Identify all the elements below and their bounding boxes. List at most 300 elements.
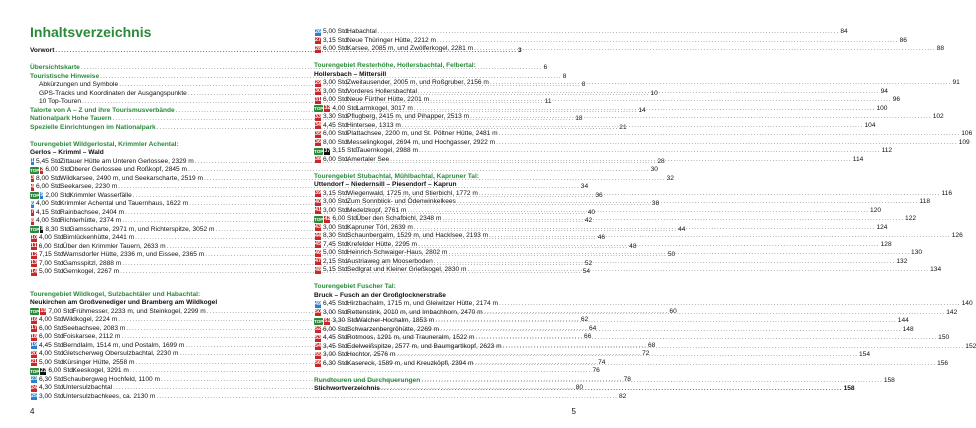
tour-number: 6 [31, 200, 34, 207]
tour-title: Birnlückenhütte, 2441 m [63, 234, 135, 241]
top-badge: TOP [30, 368, 40, 374]
tour-duration: 6,00 Std. [39, 324, 66, 332]
spacer [30, 56, 276, 65]
tour-title: Kasereck, 1589 m, und Kreuzköpfl, 2394 m [347, 359, 474, 367]
tour-number: 35 [315, 130, 321, 137]
leader-dots [484, 309, 946, 318]
spacer [30, 132, 276, 141]
tour-title: Über den Schafbichl, 2348 m [356, 215, 442, 222]
tour-number: 16 [31, 316, 37, 323]
tour-title: Amertaler See [347, 155, 390, 163]
tour-number: 30 [315, 88, 321, 95]
section-title: Tourengebiet Stubachtal, Mühlbachtal, Kapruner Tal: [314, 172, 479, 180]
tour-number: 43 [315, 224, 321, 231]
tour-number: 17 [31, 325, 37, 332]
tour-duration: 6,00 Std. [332, 215, 359, 222]
tour-number: 28 [315, 45, 321, 52]
section-subtitle: Hollersbach – Mittersill [314, 70, 387, 78]
tour-duration: 4,00 Std. [36, 200, 63, 207]
tour-number: 38 [315, 156, 321, 163]
tour-duration: 7,15 Std. [39, 251, 66, 258]
entry-page: 10 [650, 89, 658, 97]
tour-duration: 3,15 Std. [323, 189, 350, 197]
section-title: Tourengebiet Resterhöhe, Hollersbachtal, Felbertal: [314, 62, 476, 69]
leader-dots [418, 88, 880, 97]
tour-number: 29 [315, 79, 321, 86]
tour-title: Krefelder Hütte, 2295 m [347, 240, 418, 248]
top-badge: TOP [314, 318, 324, 324]
tour-entry[interactable] [314, 96, 901, 105]
tour-page: 96 [892, 96, 901, 103]
leader-dots [418, 241, 880, 250]
entry-title: Stichwortverzeichnis [314, 385, 380, 392]
tour-page: 68 [647, 341, 656, 349]
tour-title: Schaunbergalm, 1529 m, und Hacklsee, 2193 m [347, 232, 489, 239]
leader-dots [499, 300, 961, 309]
tour-entry[interactable] [314, 28, 848, 37]
tour-duration: 7,00 Std. [39, 259, 66, 267]
spacer [314, 368, 576, 377]
top-badge: TOP [30, 227, 40, 233]
tour-duration: 3,00 Std. [323, 351, 350, 358]
tour-page: 130 [911, 249, 923, 256]
tour-page: 94 [880, 87, 888, 95]
tour-title: Richterhütte, 2374 m [60, 217, 122, 224]
section-subtitle: Bruck – Fusch an der Großglocknerstraße [314, 291, 446, 299]
tour-title: Vorderes Hollersbachtal [347, 87, 418, 95]
leader-dots [434, 258, 896, 267]
leader-dots [499, 130, 961, 139]
entry-page: 6 [543, 64, 548, 71]
leader-dots [437, 37, 899, 46]
tour-page: 114 [852, 155, 864, 163]
tour-duration: 4,00 Std. [36, 217, 63, 224]
section-title: Tourengebiet Wildkogel, Sulzbachtäler und Habachtal: [30, 290, 201, 298]
tour-title: Kapruner Törl, 2639 m [347, 223, 413, 231]
leader-dots [489, 232, 951, 241]
page-title: Inhaltsverzeichnis [30, 24, 152, 40]
entry-title: Spezielle Einrichtungen im Nationalpark [30, 123, 156, 131]
tour-number: 51 [324, 317, 331, 324]
tour-duration: 4,00 Std. [39, 234, 66, 241]
tour-page: 38 [651, 200, 660, 207]
leader-dots [407, 207, 869, 216]
tour-number: 31 [315, 96, 321, 103]
top-badge: TOP [30, 167, 40, 173]
tour-number: 26 [315, 28, 321, 35]
tour-page: 44 [678, 225, 686, 233]
tour-entry[interactable] [314, 249, 923, 258]
tour-page: 62 [580, 316, 589, 323]
tour-page: 72 [642, 350, 650, 357]
entry-page: 21 [619, 123, 627, 131]
tour-duration: 3,00 Std. [323, 79, 350, 86]
tour-number: 19 [31, 342, 37, 349]
tour-title: Medelzkopf, 2761 m [347, 206, 407, 214]
tour-page: 66 [584, 333, 592, 340]
entry-title: Talorte von A – Z und ihre Tourismusverbände [30, 106, 175, 114]
leader-dots [430, 96, 892, 105]
tour-entry[interactable] [314, 147, 893, 156]
leader-dots [468, 266, 930, 275]
tour-page: 142 [946, 308, 958, 316]
tour-duration: 8,00 Std. [323, 138, 350, 146]
tour-entry[interactable] [314, 130, 973, 139]
leader-dots [474, 45, 936, 54]
tour-duration: 8,30 Std. [45, 225, 72, 233]
tour-duration: 5,00 Std. [39, 268, 66, 275]
tour-title: Schwarzenbergröhütte, 2269 m [347, 325, 440, 333]
tour-entry[interactable] [314, 45, 945, 54]
tour-title: Warnsdorfer Hütte, 2336 m, und Eissee, 2365 m [63, 251, 205, 258]
leader-dots [414, 105, 876, 114]
tour-title: Messelingkogel, 2694 m, und Hochgasser, 2922 m [347, 138, 496, 146]
spacer [314, 164, 576, 173]
top-badge: TOP [314, 216, 324, 222]
tour-page: 120 [870, 206, 882, 214]
tour-page: 50 [667, 251, 676, 258]
tour-duration: 5,00 Std. [323, 249, 350, 256]
tour-title: Seebachsee, 2083 m [63, 324, 126, 332]
tour-page: 140 [961, 300, 973, 307]
tour-duration: 7,45 Std. [323, 240, 350, 248]
entry-page: 158 [843, 385, 855, 392]
tour-title: Plattachsee, 2200 m, und St. Pöltner Hütte, 2481 m [347, 130, 498, 137]
tour-number: 50 [315, 309, 321, 316]
tour-number: 36 [315, 139, 321, 146]
leader-dots [474, 360, 936, 369]
tour-page: 78 [623, 375, 631, 383]
tour-number: 45 [315, 241, 321, 248]
tour-number: 41 [315, 207, 321, 214]
tour-number: 10 [31, 234, 37, 241]
tour-duration: 5,00 Std. [323, 28, 350, 35]
tour-entry[interactable] [314, 215, 917, 224]
tour-entry[interactable] [30, 166, 658, 175]
leader-dots [396, 351, 858, 360]
tour-duration: 3,00 Std. [323, 206, 350, 214]
tour-duration: 6,00 Std. [323, 45, 350, 52]
tour-duration: 7,00 Std. [48, 307, 75, 315]
tour-page: 91 [952, 79, 960, 86]
tour-duration: 6,00 Std. [323, 96, 350, 103]
tour-duration: 6,00 Std. [48, 367, 75, 374]
tour-page: 46 [597, 234, 606, 241]
tour-number: 47 [315, 258, 321, 265]
tour-duration: 6,00 Std. [323, 155, 350, 163]
tour-number: 22 [40, 367, 47, 374]
tour-page: 109 [958, 138, 970, 146]
tour-duration: 8,00 Std. [36, 174, 63, 182]
top-badge: TOP [30, 193, 40, 199]
entry-title: Rundtouren und Durchquerungen [314, 376, 421, 384]
top-badge: TOP [30, 309, 40, 315]
tour-page: 88 [936, 45, 945, 52]
tour-number: 11 [31, 243, 37, 250]
leader-dots [476, 334, 938, 343]
tour-number: 37 [324, 147, 331, 154]
leader-dots [402, 122, 864, 131]
top-badge: TOP [314, 148, 324, 154]
tour-entry[interactable] [314, 138, 970, 148]
tour-page: 40 [587, 208, 596, 216]
tour-title: Gletscherweg Obersulzbachtal, 2230 m [63, 350, 179, 357]
tour-title: Keeskogel, 3291 m [72, 367, 129, 374]
tour-number: 15 [40, 308, 47, 315]
tour-number: 40 [315, 198, 321, 205]
tour-page: 134 [930, 266, 942, 273]
tour-number: 12 [31, 251, 37, 258]
tour-number: 44 [315, 232, 321, 239]
tour-title: Frühmesser, 2233 m, und Steinkogel, 2299 m [72, 307, 206, 315]
tour-page: 32 [666, 174, 674, 182]
tour-title: Rainbachsee, 2404 m [60, 208, 125, 216]
tour-duration: 4,45 Std. [323, 121, 350, 129]
tour-number: 18 [31, 333, 37, 340]
tour-duration: 4,00 Std. [39, 350, 66, 357]
section-subtitle: Neukirchen am Großvenediger und Bramberg am Wildkogel [30, 299, 218, 306]
tour-title: Gernkogel, 2267 m [63, 268, 120, 275]
tour-number: 20 [31, 350, 37, 357]
tour-duration: 6,00 Std. [36, 183, 63, 190]
entry-page: 11 [544, 98, 552, 105]
tour-duration: 6,00 Std. [323, 325, 350, 333]
tour-page: 116 [941, 189, 952, 197]
tour-duration: 4,30 Std. [39, 384, 66, 391]
tour-page: 64 [588, 324, 597, 332]
tour-page: 84 [840, 28, 848, 35]
tour-number: 55 [315, 351, 321, 358]
entry-title: Vorwort [30, 47, 55, 54]
tour-page: 60 [669, 307, 677, 315]
tour-entry[interactable] [314, 36, 907, 46]
tour-title: Karsee, 2085 m, und Zwölferkogel, 2281 m [347, 45, 474, 52]
tour-title: Neue Fürther Hütte, 2201 m [347, 96, 430, 103]
tour-page: 30 [650, 166, 658, 173]
tour-page: 132 [896, 257, 908, 265]
tour-page: 124 [876, 223, 888, 231]
leader-dots [381, 385, 843, 394]
tour-duration: 4,45 Std. [323, 334, 350, 341]
tour-title: Untersulzbachkees, ca. 2130 m [63, 392, 156, 400]
leader-dots [457, 198, 919, 207]
entry-title: 10 Top-Touren [39, 98, 82, 105]
spacer [30, 277, 276, 291]
tour-title: Edelweißspitze, 2577 m, und Baumgartlkopf, 2623 m [347, 342, 502, 350]
tour-number: 25 [31, 393, 37, 400]
tour-number: 49 [315, 300, 321, 307]
tour-page: 104 [864, 121, 876, 129]
tour-page: 144 [897, 317, 909, 324]
tour-page: 112 [881, 147, 893, 154]
tour-title: Wildkarsee, 2490 m, und Seekarscharte, 2519 m [60, 174, 203, 182]
tour-duration: 6,30 Std. [323, 359, 350, 367]
entry-page: 3 [518, 47, 522, 54]
tour-duration: 2,00 Std. [45, 191, 72, 199]
tour-title: Kürsinger Hütte, 2558 m [63, 358, 135, 366]
tour-number: 9 [40, 226, 44, 233]
tour-page: 86 [899, 36, 907, 44]
tour-number: 42 [324, 215, 331, 222]
tour-page: 106 [961, 130, 973, 137]
tour-title: Austriaweg am Mooserboden [347, 257, 433, 265]
tour-page: 28 [657, 157, 665, 165]
tour-number: 24 [31, 384, 37, 391]
tour-number: 46 [315, 249, 321, 256]
tour-page: 48 [629, 242, 637, 250]
tour-duration: 6,45 Std. [323, 300, 350, 307]
tour-title: Zum Sonnblick- und Ödenwinkelkees [347, 198, 456, 205]
entry-page: 14 [638, 106, 646, 114]
tour-title: Zweitausender, 2005 m, und Roßgruber, 2156 m [347, 79, 489, 86]
tour-number: 52 [315, 326, 321, 333]
tour-duration: 3,00 Std. [39, 392, 66, 400]
tour-title: Rotmoos, 1291 m, und Trauneralm, 1522 m [347, 334, 475, 341]
spacer [314, 275, 576, 284]
tour-title: Habachtal [347, 28, 377, 35]
tour-duration: 8,30 Std. [323, 232, 350, 239]
tour-entry[interactable] [314, 79, 960, 88]
tour-title: Neue Thüringer Hütte, 2212 m [347, 36, 436, 44]
leader-dots [421, 377, 883, 386]
tour-page: 34 [580, 183, 589, 190]
tour-title: Pflugberg, 2415 m, und Pihapper, 2513 m [347, 113, 470, 120]
tour-duration: 4,00 Std. [332, 104, 359, 112]
tour-duration: 3,15 Std. [332, 147, 359, 154]
leader-dots [414, 224, 876, 233]
tour-page: 128 [880, 240, 892, 248]
tour-page: 102 [932, 113, 944, 120]
tour-title: Foiskarsee, 2112 m [63, 333, 121, 340]
tour-duration: 3,30 Std. [332, 317, 359, 324]
tour-number: 5 [40, 192, 44, 199]
tour-duration: 3,00 Std. [323, 223, 350, 231]
tour-number: 56 [315, 360, 321, 367]
tour-duration: 6,00 Std. [39, 333, 66, 340]
tour-duration: 4,15 Std. [36, 208, 63, 216]
tour-entry[interactable] [314, 300, 973, 309]
leader-dots [442, 215, 904, 224]
tour-number: 3 [31, 175, 34, 182]
tour-duration: 4,00 Std. [39, 316, 66, 323]
leader-dots [479, 190, 941, 199]
tour-number: 53 [315, 334, 321, 341]
tour-duration: 3,45 Std. [323, 342, 350, 350]
section-subtitle: Uttendorf – Niedernsill – Piesendorf – Kaprun [314, 181, 457, 188]
leader-dots [419, 147, 881, 156]
tour-duration: 5,45 Std. [36, 157, 63, 165]
leader-dots [440, 326, 902, 335]
tour-page: 82 [618, 392, 627, 400]
tour-number: 7 [31, 209, 34, 216]
tour-duration: 3,30 Std. [323, 113, 350, 120]
tour-title: Über den Krimmler Tauern, 2633 m [62, 242, 166, 250]
tour-duration: 5,00 Std. [39, 358, 66, 366]
tour-page: 36 [595, 191, 603, 199]
tour-title: Wiegenwald, 1725 m, und Stierbichl, 1772 m [347, 189, 478, 197]
tour-page: 156 [937, 359, 949, 367]
tour-duration: 3,15 Std. [323, 36, 350, 44]
tour-page: 80 [575, 384, 584, 391]
tour-duration: 3,00 Std. [323, 308, 350, 316]
tour-number: 21 [31, 359, 37, 366]
tour-page: 122 [905, 215, 917, 222]
entry-page: 18 [575, 115, 583, 122]
tour-number: 1 [31, 158, 34, 165]
tour-title: Hochtor, 2576 m [347, 351, 396, 358]
tour-duration: 5,15 Std. [323, 266, 350, 273]
tour-title: Wildkogel, 2224 m [63, 316, 118, 323]
tour-title: Untersulzbachtal [63, 384, 113, 391]
page-number-left: 4 [30, 407, 35, 416]
entry-title: Touristische Hinweise [30, 72, 100, 80]
tour-entry[interactable] [30, 367, 600, 376]
tour-title: Hirzbachalm, 1715 m, und Gleiwitzer Hütte, 2174 m [347, 300, 498, 307]
leader-dots [490, 79, 952, 88]
tour-page: 76 [592, 367, 600, 374]
tour-number: 27 [315, 37, 321, 44]
tour-title: Krimmler Wasserfälle [69, 191, 132, 199]
tour-page: 152 [965, 342, 976, 350]
tour-duration: 6,00 Std. [323, 130, 350, 137]
tour-page: 100 [876, 104, 888, 112]
tour-page: 74 [598, 358, 606, 366]
leader-dots [448, 249, 910, 258]
tour-title: Berndlalm, 1514 m, und Postalm, 1699 m [63, 341, 185, 349]
tour-number: 32 [324, 105, 331, 112]
tour-page: 148 [902, 325, 914, 333]
leader-dots [503, 343, 965, 352]
tour-title: Oberer Gerlossee und Roßkopf, 2845 m [69, 166, 188, 173]
tour-duration: 3,00 Std. [323, 198, 350, 205]
tour-page: 42 [584, 217, 593, 224]
tour-title: Hintersee, 1313 m [347, 121, 401, 129]
tour-entry[interactable] [30, 392, 627, 402]
top-badge: TOP [314, 106, 324, 112]
entry-title: Abkürzungen und Symbole [39, 81, 119, 88]
tour-duration: 6,00 Std. [38, 242, 66, 250]
entry-title: GPS-Tracks und Koordinaten der Ausgangspunkte [39, 89, 187, 97]
tour-title: Tauernkogel, 2988 m [356, 147, 418, 154]
leader-dots [378, 28, 840, 37]
tour-title: Heinrich-Schwaiger-Haus, 2802 m [347, 249, 448, 256]
tour-page: 154 [859, 351, 871, 358]
leader-dots [496, 139, 958, 148]
tour-duration: 4,45 Std. [39, 341, 66, 349]
tour-number: 13 [31, 260, 37, 267]
entry-title: Übersichtskarte [30, 64, 80, 71]
tour-number: 34 [315, 122, 321, 129]
tour-page: 150 [938, 334, 950, 341]
tour-page: 126 [951, 232, 963, 239]
tour-page: 118 [919, 198, 930, 205]
section-subtitle: Gerlos – Krimml – Wald [30, 149, 104, 156]
tour-title: Larmkogel, 3017 m [356, 104, 413, 112]
entry-page: 8 [562, 72, 567, 80]
entry-title: Nationalpark Hohe Tauern [30, 115, 112, 122]
tour-number: 8 [31, 217, 34, 224]
tour-title: Schaubergweg Hochfeld, 1100 m [63, 375, 161, 383]
tour-number: 14 [31, 268, 37, 275]
tour-number: 2 [40, 166, 44, 173]
spacer [314, 54, 576, 63]
tour-number: 48 [315, 266, 321, 273]
entry-page: 158 [883, 376, 895, 384]
tour-number: 33 [315, 113, 321, 120]
page-number-right: 5 [571, 407, 576, 416]
section-title: Tourengebiet Wildgerlostal, Krimmler Achental: [30, 140, 179, 148]
tour-title: Seekarsee, 2230 m [60, 183, 118, 190]
